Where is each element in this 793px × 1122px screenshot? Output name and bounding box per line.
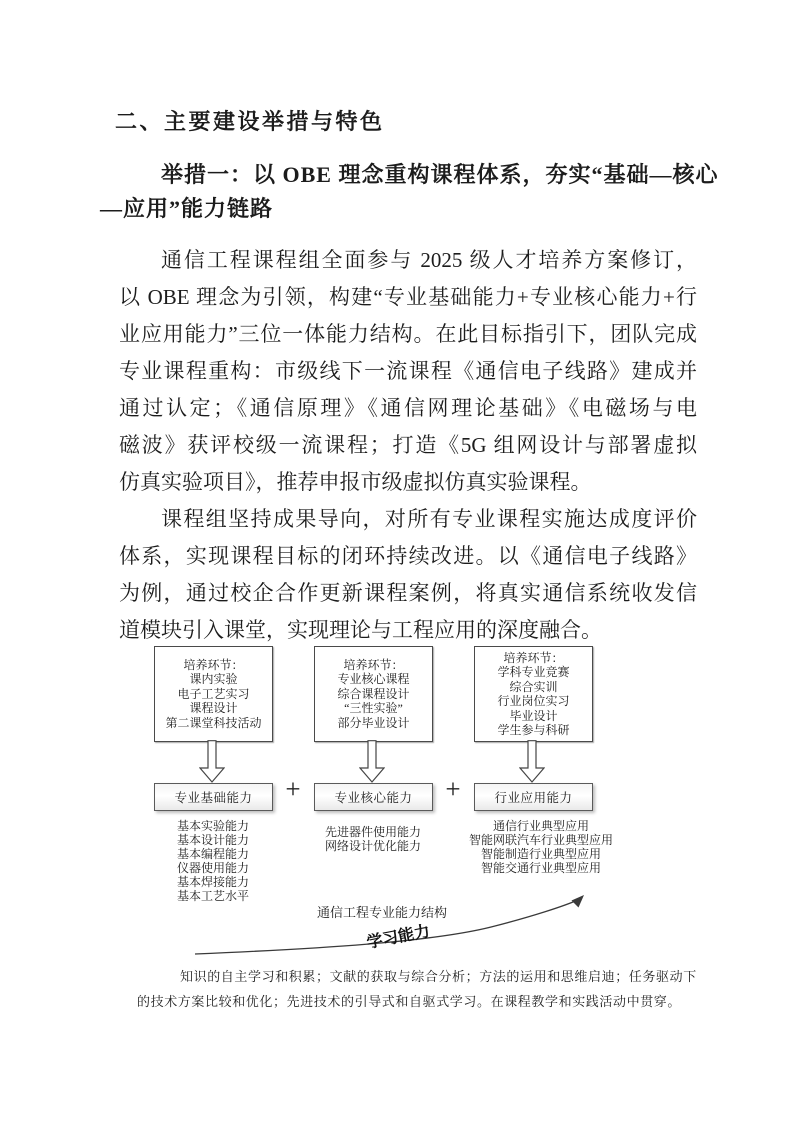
ability-box-core: 专业核心能力 — [314, 783, 433, 811]
plus-sign: + — [285, 774, 301, 804]
outcome-list-foundation — [144, 819, 282, 903]
stage-item: 课内实验 — [189, 672, 238, 687]
plus-sign: + — [445, 774, 461, 804]
subsection-heading-line1: 举措一：以 OBE 理念重构课程体系，夯实“基础—核心 — [161, 162, 719, 187]
stage-title: 培养环节： — [503, 650, 564, 665]
stage-item: 课程设计 — [189, 701, 238, 716]
outcome-item: 基本工艺水平 — [176, 889, 249, 903]
outcome-item: 基本编程能力 — [176, 847, 249, 861]
figure-note-line1: 知识的自主学习和积累；文献的获取与综合分析；方法的运用和思维启迪；任务驱动下 — [180, 969, 697, 984]
body-line: 体系，实现课程目标的闭环持续改进。以《通信电子线路》 — [119, 544, 697, 568]
stage-title: 培养环节： — [183, 657, 244, 672]
stage-title: 培养环节： — [343, 657, 404, 672]
outcome-item: 网络设计优化能力 — [324, 839, 421, 853]
outcome-item: 智能制造行业典型应用 — [480, 847, 601, 861]
figure-note-line2: 的技术方案比较和优化；先进技术的引导式和自驱式学习。在课程教学和实践活动中贯穿。 — [137, 994, 682, 1009]
outcome-item: 基本实验能力 — [176, 819, 249, 833]
body-line: 为例，通过校企合作更新课程案例，将真实通信系统收发信 — [119, 581, 697, 605]
outcome-list-industry — [446, 819, 636, 875]
body-line: 仿真实验项目》，推荐申报市级虚拟仿真实验课程。 — [119, 470, 592, 494]
outcome-item: 仪器使用能力 — [176, 861, 249, 875]
body-line: 业应用能力”三位一体能力结构。在此目标指引下，团队完成 — [119, 322, 697, 346]
outcome-item: 基本设计能力 — [176, 833, 249, 847]
stage-item: 学科专业竞赛 — [497, 665, 570, 679]
stage-item: 毕业设计 — [509, 708, 558, 723]
outcome-list-core — [304, 825, 442, 853]
down-arrow-icon — [519, 740, 545, 783]
stage-item: “三性实验” — [344, 701, 403, 716]
down-arrow-icon — [199, 740, 225, 783]
stage-item: 专业核心课程 — [337, 672, 410, 687]
outcome-item: 智能交通行业典型应用 — [480, 861, 601, 875]
ability-box-industry: 行业应用能力 — [474, 783, 593, 811]
body-line: 以 OBE 理念为引领，构建“专业基础能力+专业核心能力+行 — [119, 285, 697, 309]
outcome-item: 先进器件使用能力 — [324, 825, 421, 839]
curve-label: 学习能力 — [365, 923, 432, 952]
stage-item: 部分毕业设计 — [337, 715, 410, 730]
body-line: 专业课程重构：市级线下一流课程《通信电子线路》建成并 — [119, 359, 697, 383]
body-line: 通过认定；《通信原理》《通信网理论基础》《电磁场与电 — [119, 396, 697, 420]
stage-box-core — [314, 646, 433, 742]
section-heading: 二、主要建设举措与特色 — [115, 109, 385, 134]
stage-item: 电子工艺实习 — [177, 686, 250, 701]
down-arrow-icon — [359, 740, 385, 783]
stage-item: 行业岗位实习 — [497, 694, 570, 708]
body-line: 磁波》获评校级一流课程；打造《5G 组网设计与部署虚拟 — [119, 433, 697, 457]
stage-item: 第二课堂科技活动 — [165, 715, 262, 730]
stage-item: 综合课程设计 — [337, 686, 410, 701]
body-line: 通信工程课程组全面参与 2025 级人才培养方案修订， — [161, 248, 697, 272]
body-line: 道模块引入课堂，实现理论与工程应用的深度融合。 — [119, 618, 602, 642]
outcome-item: 通信行业典型应用 — [492, 819, 589, 833]
body-line: 课程组坚持成果导向，对所有专业课程实施达成度评价 — [161, 507, 697, 531]
stage-box-foundation — [154, 646, 273, 742]
outcome-item: 基本焊接能力 — [176, 875, 249, 889]
stage-item: 学生参与科研 — [497, 723, 570, 737]
diagram-caption: 通信工程专业能力结构 — [316, 905, 447, 920]
subsection-heading-line2: —应用”能力链路 — [100, 196, 274, 221]
stage-box-industry — [474, 646, 593, 742]
outcome-item: 智能网联汽车行业典型应用 — [468, 833, 613, 847]
ability-box-foundation: 专业基础能力 — [154, 783, 273, 811]
stage-item: 综合实训 — [509, 679, 558, 694]
